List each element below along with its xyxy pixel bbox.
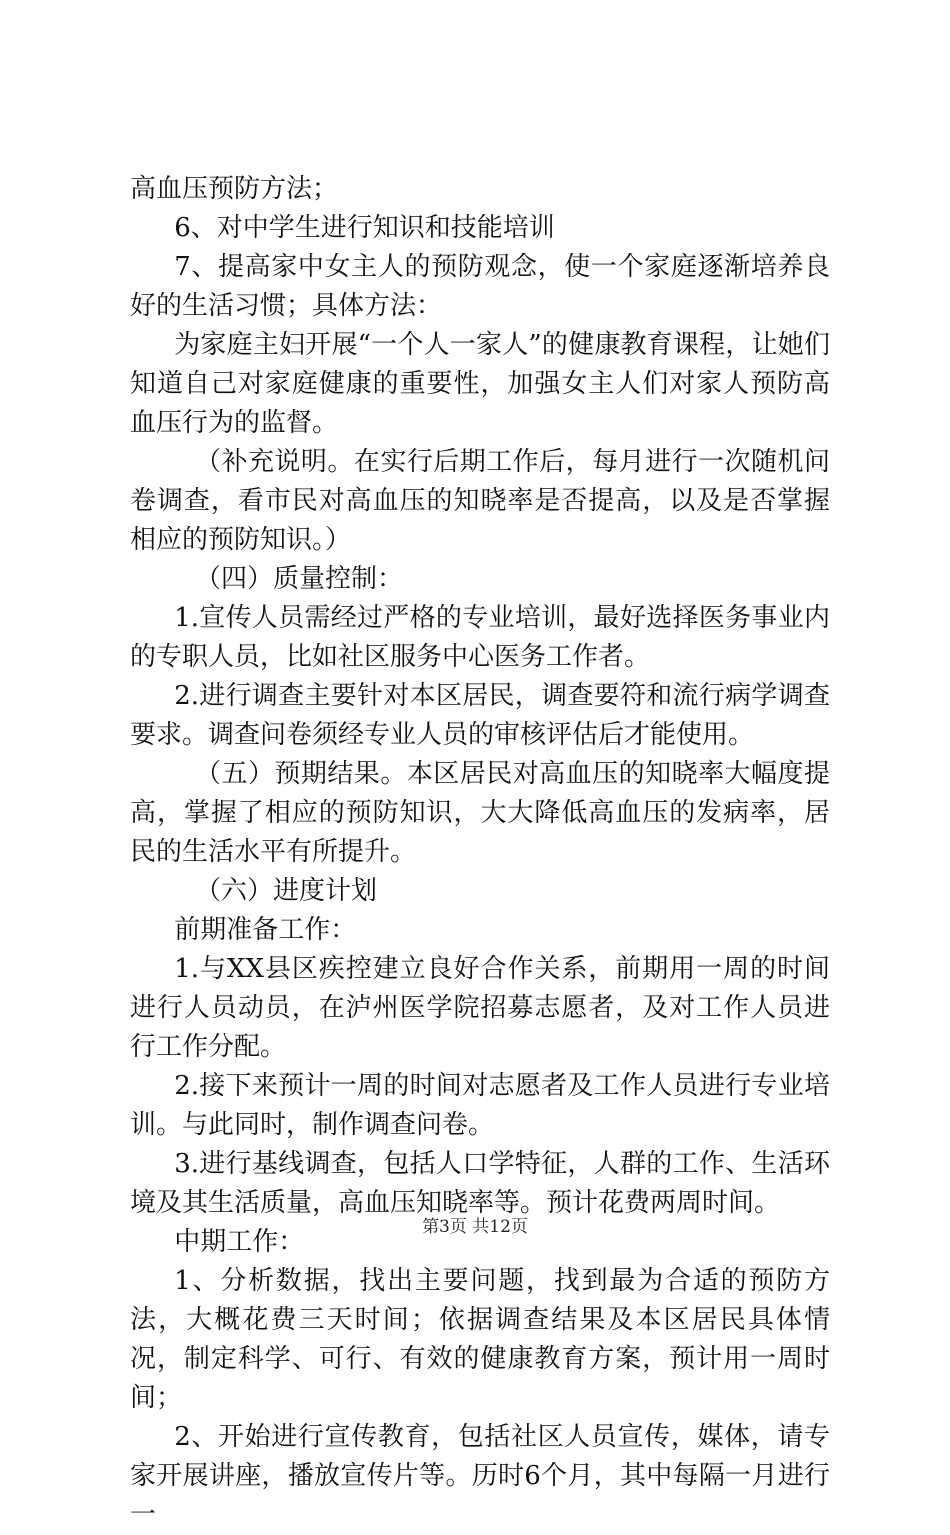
paragraph-prep-3: 3.进行基线调查，包括人口学特征，人群的工作、生活环境及其生活质量，高血压知晓率等。预计花费两周时间。 [130,1149,830,1218]
section-expected-results: （五）预期结果。本区居民对高血压的知晓率大幅度提高，掌握了相应的预防知识，大大降低高血压的发病率，居民的生活水平有所提升。 [130,759,830,867]
subheading-preparation: 前期准备工作： [174,915,357,945]
paragraph-prep-1: 1.与XX县区疾控建立良好合作关系，前期用一周的时间进行人员动员，在泸州医学院招募志愿者，及对工作人员进行工作分配。 [130,954,830,1062]
subheading-mid-term: 中期工作： [174,1227,305,1257]
paragraph-quality-1: 1.宣传人员需经过严格的专业培训，最好选择医务事业内的专职人员，比如社区服务中心医务工作者。 [130,603,830,672]
paragraph-supplement: （补充说明。在实行后期工作后，每月进行一次随机问卷调查，看市民对高血压的知晓率是否提高，以及是否掌握相应的预防知识。） [130,447,830,555]
paragraph-quality-2: 2.进行调查主要针对本区居民，调查要符和流行病学调查要求。调查问卷须经专业人员的审核评估后才能使用。 [130,681,830,750]
page-number-footer: 第3页 共12页 [422,1217,528,1237]
paragraph-item-6: 6、对中学生进行知识和技能培训 [174,213,555,243]
paragraph-method-detail: 为家庭主妇开展“一个人一家人”的健康教育课程，让她们知道自己对家庭健康的重要性，加强女主人们对家人预防高血压行为的监督。 [130,330,830,438]
section-heading-schedule: （六）进度计划 [195,876,378,906]
paragraph-mid-2: 2、开始进行宣传教育，包括社区人员宣传，媒体，请专家开展讲座，播放宣传片等。历时6个月，其中每隔一月进行一 [130,1422,830,1530]
paragraph-prep-2: 2.接下来预计一周的时间对志愿者及工作人员进行专业培训。与此同时，制作调查问卷。 [130,1071,830,1140]
paragraph-mid-1: 1、分析数据，找出主要问题，找到最为合适的预防方法，大概花费三天时间；依据调查结果及本区居民具体情况，制定科学、可行、有效的健康教育方案，预计用一周时间； [130,1266,830,1413]
section-heading-quality-control: （四）质量控制： [195,564,404,594]
paragraph-continuation: 高血压预防方法； [130,174,339,204]
paragraph-item-7: 7、提高家中女主人的预防观念，使一个家庭逐渐培养良好的生活习惯；具体方法： [130,252,830,321]
document-body [130,170,830,1535]
